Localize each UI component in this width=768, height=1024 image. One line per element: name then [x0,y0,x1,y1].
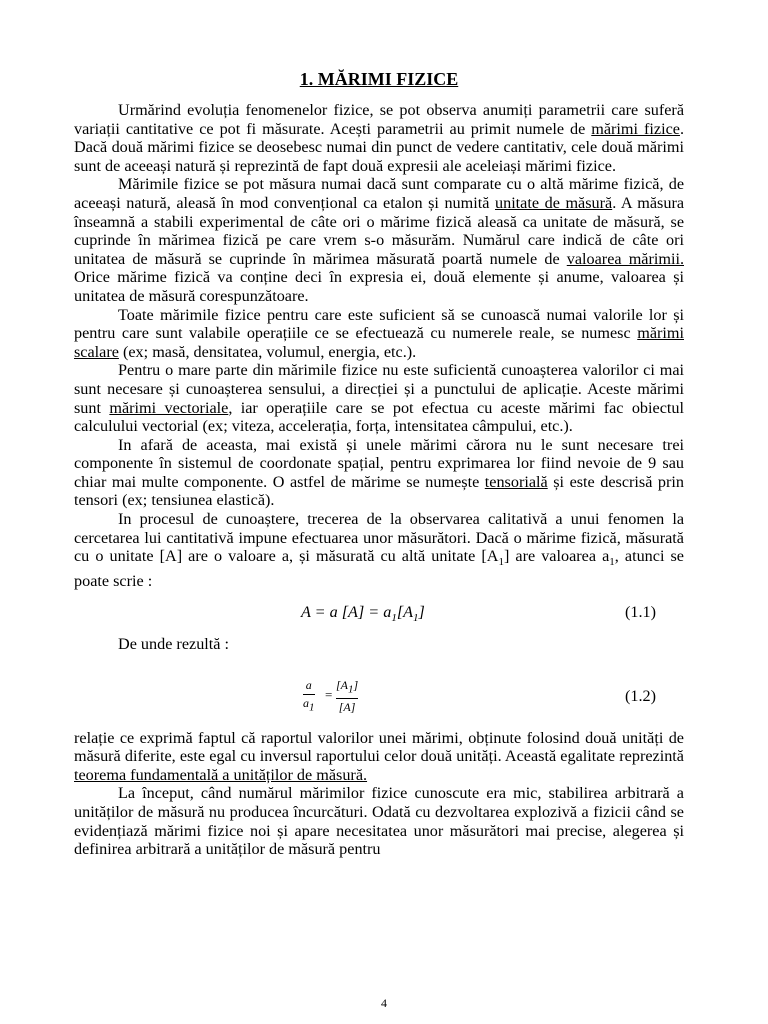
equation-1-2-number: (1.2) [624,686,656,705]
equation-1-1 [74,591,684,635]
paragraph-3: Toate mărimile fizice pentru care este suficient să se cunoască numai valorile lor și pentru care sunt valabile operațiile ce se efectuează cu numerele reale, se numesc mărimi scalare (ex; masă, densitatea, volumul, energia, etc.). [74,305,684,361]
paragraph-4: Pentru o mare parte din mărimile fizice nu este suficientă cunoașterea valorilor ci mai sunt necesare și cunoașterea sensului, a direcției și a punctului de aplicație. Aceste mărimi sunt mărimi vectoriale, iar operațiile care se pot efectua cu aceste mărimi fac obiectul calculului vectorial (ex; viteza, accelerația, forța, intensitatea câmpului, etc.). [74,361,684,436]
paragraph-2: Mărimile fizice se pot măsura numai dacă sunt comparate cu o altă mărime fizică, de aceeași natură, aleasă în mod convențional ca etalon și numită unitate de măsură. A măsura înseamnă a stabili experimental de câte ori o mărime fizică aleasă ca unitate de măsură, se cuprinde în mărimea fizică pe care vrem s-o măsurăm. Numărul care indică de câte ori unitatea de măsură se cuprinde în mărimea măsurată poartă numele de valoarea mărimii. Orice mărime fizică va conține deci în expresia ei, două elemente și anume, valoarea și unitatea de măsură corespunzătoare. [74,175,685,305]
term-teorema-fundamentala: teorema fundamentală a unităților de măsură. [74,765,368,784]
term-marimi-scalare: mărimi scalare [74,324,684,361]
term-tensoriala: tensorială [484,472,548,491]
equals-sign: = [325,686,333,702]
paragraph-1: Urmărind evoluția fenomenelor fizice, se pot observa anumiți parametrii care suferă variații cantitative ce pot fi măsurate. Acești parametrii au primit numele de mărimi fizice. Dacă două mărimi fizice se deosebesc numai din punct de vedere cantitativ, cele două mărimi sunt de aceeași natură și reprezintă de fapt două expresii ale aceleiași mărimi fizice. [74,101,684,175]
equation-1-1-expression: A = a $[A] = a_1[A_1]$ [301,602,425,624]
equation-1-2 [74,675,684,729]
term-unitate-de-masura: unitate de măsură [495,193,613,212]
term-valoarea-marimii: valoarea mărimii. [566,249,684,268]
fraction-left: a $a_1$ [303,677,315,714]
page-title: 1. MĂRIMI FIZICE [299,69,459,89]
document-page [74,66,684,859]
term-marimi-fizice: mărimi fizice [591,119,680,138]
paragraph-5: In afară de aceasta, mai există și unele mărimi cărora nu le sunt necesare trei componente în sistemul de coordonate spațial, pentru exprimarea lor fiind nevoie de 9 sau chiar mai multe componente. O astfel de mărime se numește tensorială și este descrisă prin tensori (ex; tensiunea elastică). [74,435,684,510]
equation-1-1-number: (1.1) [624,602,656,621]
term-marimi-vectoriale: mărimi vectoriale [109,398,229,417]
paragraph-8: La început, când numărul mărimilor fizice cunoscute era mic, stabilirea arbitrară a unităților de măsură nu producea încurcături. Odată cu dezvoltarea explozivă a fizicii când se evidențiază mărimi fizice noi și apare necesitatea unor măsurători mai precise, alegerea și definirea arbitrară a unităților de măsură pentru [74,784,684,859]
paragraph-6: In procesul de cunoaștere, trecerea de la observarea calitativă a unui fenomen la cercetarea lui cantitativă impune efectuarea unor măsurători. Dacă o mărime fizică, măsurată cu o unitate [A] are o valoare a, și măsurată cu altă unitate $[A_1]$ are valoarea $a_1$, atunci se poate scrie : [74,510,684,591]
paragraph-7: relație ce exprimă faptul că raportul valorilor unei mărimi, obținute folosind două unități de măsură diferite, este egal cu inversul raportului celor două unități. Această egalitate reprezintă teorema fundamentală a unităților de măsură. [74,728,684,784]
page-number: 4 [381,996,387,1010]
de-unde-rezulta: De unde rezultă : [118,634,230,653]
fraction-right: $[A_1]$ [A] [336,677,359,715]
